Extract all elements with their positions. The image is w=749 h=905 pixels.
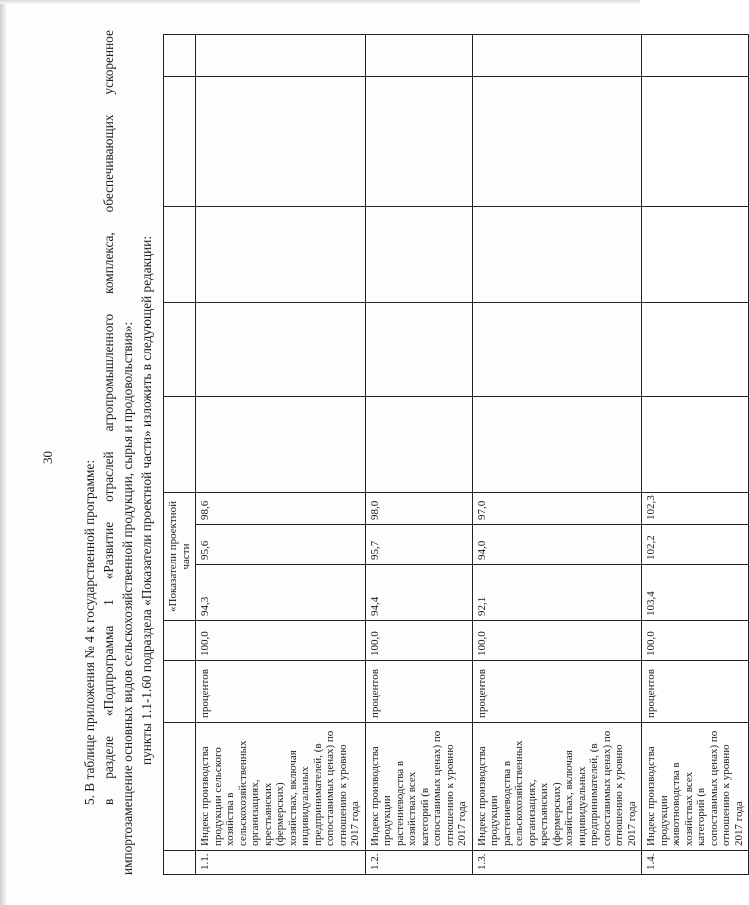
header-empty-cell [164,303,196,397]
table-row [472,35,642,875]
table-row [642,35,749,875]
unit-cell: процентов [365,661,472,723]
empty-cell [642,77,749,207]
header-empty-cell [164,851,196,875]
unit-cell: процентов [472,661,642,723]
intro-word: 1 [101,599,116,606]
header-empty-cell [164,77,196,207]
intro-word: в [101,798,116,805]
unit-cell: процентов [196,661,366,723]
empty-cell [365,397,472,493]
intro-word: комплекса, [101,232,116,294]
header-empty-cell [164,207,196,303]
row-number: 1.3. [472,851,642,875]
intro-word: разделе [101,736,116,779]
value-cell: 94,3 [196,565,366,621]
value-cell: 103,4 [642,565,749,621]
row-number: 1.2. [365,851,472,875]
indicator-name: Индекс производства продукции растениеводства в хозяйствах всех категорий (в сопоставимых ценах) по отношению к уровню 2017 года [365,723,472,851]
empty-cell [365,77,472,207]
intro-line-3: импортозамещение основных видов сельскохозяйственной продукции, сырья и продовольствия»: [120,321,135,875]
row-number: 1.1. [196,851,366,875]
empty-cell [196,77,366,207]
empty-cell [196,35,366,77]
value-cell: 94,0 [472,525,642,565]
empty-cell [472,397,642,493]
intro-word: агропромышленного [101,313,116,432]
empty-cell [196,303,366,397]
value-cell: 95,6 [196,525,366,565]
empty-cell [472,303,642,397]
header-empty-cell [164,35,196,77]
value-cell: 98,6 [196,493,366,525]
intro-line-4: пункты 1.1-1.60 подраздела «Показатели проектной части» изложить в следующей редакции: [139,235,154,765]
empty-cell [642,207,749,303]
empty-cell [365,207,472,303]
empty-cell [642,397,749,493]
table-row [365,35,472,875]
base-value: 100,0 [642,621,749,661]
intro-word: отраслей [101,451,116,502]
empty-cell [642,35,749,77]
intro-word: обеспечивающих [101,114,116,213]
table-header-row [164,35,196,875]
intro-word: ускоренное [101,30,116,95]
intro-line-2 [99,30,118,875]
header-empty-cell [164,723,196,851]
empty-cell [642,303,749,397]
empty-cell [365,303,472,397]
value-cell: 102,2 [642,525,749,565]
indicators-table [163,34,749,875]
empty-cell [472,35,642,77]
header-empty-cell [164,621,196,661]
base-value: 100,0 [472,621,642,661]
intro-word: «Развитие [101,521,116,580]
value-cell: 95,7 [365,525,472,565]
base-value: 100,0 [365,621,472,661]
empty-cell [472,207,642,303]
base-value: 100,0 [196,621,366,661]
intro-text [80,30,156,875]
intro-line-1: 5. В таблице приложения № 4 к государственной программе: [82,459,97,805]
unit-cell: процентов [642,661,749,723]
empty-cell [365,35,472,77]
indicator-name: Индекс производства продукции сельского хозяйства в сельскохозяйственных организациях, крестьянских (фермерских) хозяйствах, включая индивидуальных предпринимателей, (в сопоставимых ценах) по отношению к уровню 2017 года [196,723,366,851]
table-row [196,35,366,875]
indicator-name: Индекс производства продукции животноводства в хозяйствах всех категорий (в сопоставимых ценах) по отношению к уровню 2017 года [642,723,749,851]
page-number: 30 [40,451,55,464]
value-cell: 97,0 [472,493,642,525]
empty-cell [196,397,366,493]
value-cell: 92,1 [472,565,642,621]
row-number: 1.4. [642,851,749,875]
value-cell: 102,3 [642,493,749,525]
value-cell: 98,0 [365,493,472,525]
intro-word: «Подпрограмма [101,625,116,717]
section-header: «Показатели проектной части [164,493,196,621]
empty-cell [472,77,642,207]
empty-cell [196,207,366,303]
value-cell: 94,4 [365,565,472,621]
header-empty-cell [164,661,196,723]
header-empty-cell [164,397,196,493]
indicator-name: Индекс производства продукции растениеводства в сельскохозяйственных организациях, крестьянских (фермерских) хозяйствах, включая индивидуальных предпринимателей, (в сопоставимых ценах) по отношению к уровню 2017 года [472,723,642,851]
